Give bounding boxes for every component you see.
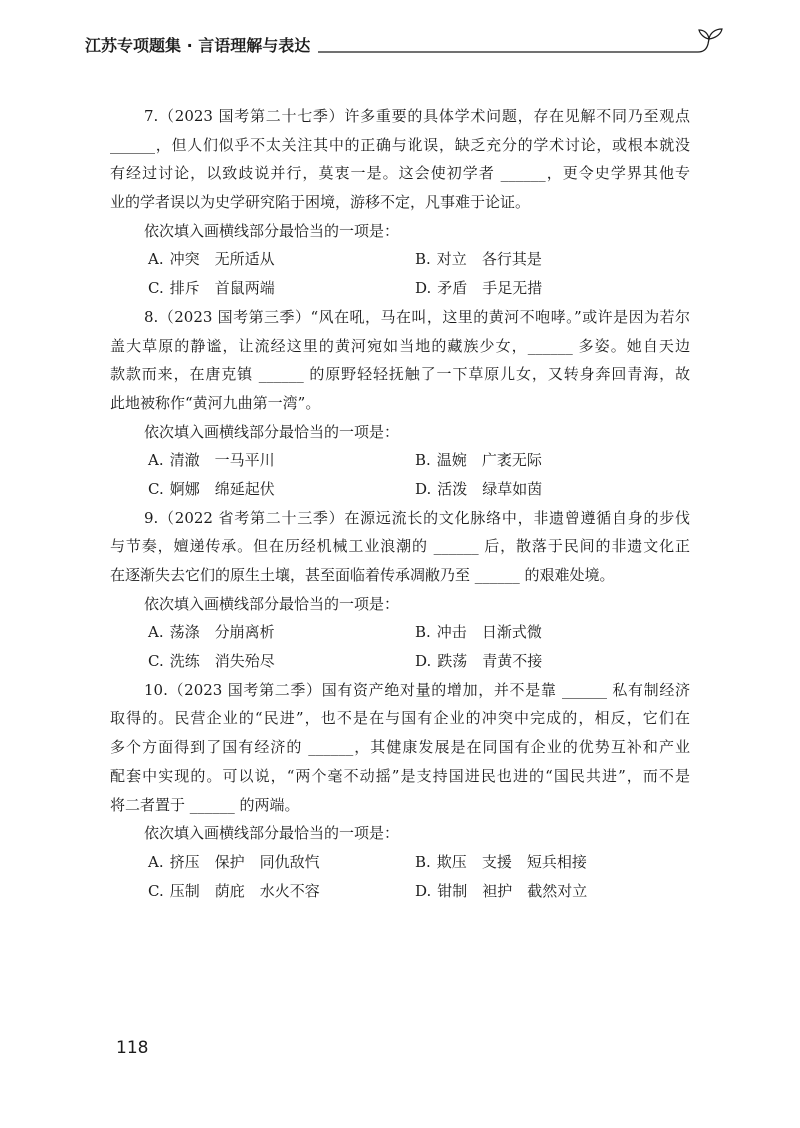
question-text-line: 有经过讨论，以致歧说并行，莫衷一是。这会使初学者 ______，更令史学界其他专 <box>110 164 690 183</box>
question-text-line: 此地被称作“黄河九曲第一湾”。 <box>110 393 321 412</box>
question-8 <box>110 303 690 504</box>
option-term: 冲击 <box>436 623 467 642</box>
options-row <box>110 877 690 906</box>
option-term: 对立 <box>436 250 467 269</box>
options-row <box>110 274 690 303</box>
option-term: 手足无措 <box>482 279 543 298</box>
question-text-line: 将二者置于 ______ 的两端。 <box>110 795 300 814</box>
option-term: 清澈 <box>169 451 200 470</box>
option-term: 绿草如茵 <box>482 479 543 498</box>
options-row <box>110 475 690 504</box>
option-b <box>415 446 542 475</box>
option-term: 荡涤 <box>169 623 200 642</box>
option-d <box>415 475 542 504</box>
option-b <box>415 618 542 647</box>
option-c <box>148 647 275 676</box>
question-text-line: 在逐渐失去它们的原生土壤，甚至面临着传承凋敝乃至 ______ 的艰难处境。 <box>110 566 615 584</box>
options-row <box>110 848 690 877</box>
option-term: 婀娜 <box>169 479 200 498</box>
option-term: 洗练 <box>169 652 200 671</box>
option-label: B. <box>415 623 431 642</box>
question-text-line: 8.（2023 国考第三季）“风在吼，马在叫，这里的黄河不咆哮。”或许是因为若尔 <box>144 307 690 326</box>
option-label: C. <box>148 479 164 498</box>
option-d <box>415 877 587 906</box>
option-label: A. <box>148 451 164 470</box>
option-label: D. <box>415 881 432 900</box>
option-c <box>148 877 320 906</box>
page-body <box>110 102 690 905</box>
option-term: 绵延起伏 <box>214 479 275 498</box>
option-label: A. <box>148 852 164 871</box>
option-label: B. <box>415 852 431 871</box>
option-a <box>148 618 275 647</box>
question-text-line: 盖大草原的静谧，让流经这里的黄河宛如当地的藏族少女，______ 多姿。她自天边 <box>110 336 690 355</box>
option-d <box>415 647 542 676</box>
header-rule <box>318 28 728 58</box>
option-b <box>415 848 587 877</box>
header-rule-line <box>318 39 709 52</box>
option-term: 消失殆尽 <box>214 652 275 671</box>
sprout-icon <box>699 29 722 39</box>
option-label: A. <box>148 250 164 269</box>
question-10 <box>110 676 690 906</box>
options-row <box>110 446 690 475</box>
sprout-right-leaf <box>709 29 722 39</box>
option-term: 活泼 <box>437 479 468 498</box>
option-term: 青黄不接 <box>482 652 543 671</box>
question-9 <box>110 504 690 676</box>
question-prompt: 依次填入画横线部分最恰当的一项是： <box>144 221 400 240</box>
option-term: 钳制 <box>437 881 468 900</box>
question-text-line: 业的学者误以为史学研究陷于困境，游移不定，凡事难于论证。 <box>110 193 531 212</box>
option-term: 分崩离析 <box>214 623 275 642</box>
option-term: 挤压 <box>169 852 200 871</box>
question-text-line: 款款而来，在唐克镇 ______ 的原野轻轻抚触了一下草原儿女，又转身奔回青海，故 <box>110 365 690 384</box>
sprout-left-leaf <box>699 30 709 39</box>
option-c <box>148 274 275 303</box>
option-label: B. <box>415 250 431 269</box>
options-row <box>110 245 690 274</box>
question-text-line: 多个方面得到了国有经济的 ______，其健康发展是在同国有企业的优势互补和产业 <box>110 738 690 757</box>
question-text-line: 取得的。民营企业的“民进”，也不是在与国有企业的冲突中完成的，相反，它们在 <box>110 709 690 728</box>
question-prompt: 依次填入画横线部分最恰当的一项是： <box>144 824 400 843</box>
question-text-line: 10.（2023 国考第二季）国有资产绝对量的增加，并不是靠 ______ 私有制经济 <box>144 680 690 699</box>
question-text-line: 9.（2022 省考第二十三季）在源远流长的文化脉络中，非遗曾遵循自身的步伐 <box>144 508 690 527</box>
option-term: 同仇敌忾 <box>259 852 320 871</box>
page-number: 118 <box>116 1038 149 1058</box>
option-label: D. <box>415 279 432 298</box>
option-term: 广袤无际 <box>481 451 542 470</box>
option-term: 各行其是 <box>481 250 542 269</box>
option-a <box>148 245 275 274</box>
option-d <box>415 274 542 303</box>
option-label: D. <box>415 652 432 671</box>
option-label: B. <box>415 451 431 470</box>
question-prompt: 依次填入画横线部分最恰当的一项是： <box>144 422 400 441</box>
option-c <box>148 475 275 504</box>
option-term: 跌荡 <box>437 652 468 671</box>
option-term: 冲突 <box>169 250 200 269</box>
option-term: 水火不容 <box>259 881 320 900</box>
question-text-line: 配套中实现的。可以说，“两个毫不动摇”是支持国进民也进的“国民共进”，而不是 <box>110 766 690 785</box>
option-label: D. <box>415 479 432 498</box>
question-7 <box>110 102 690 303</box>
option-label: C. <box>148 652 164 671</box>
option-term: 矛盾 <box>437 279 468 298</box>
option-term: 荫庇 <box>214 881 245 900</box>
option-term: 短兵相接 <box>526 852 587 871</box>
option-term: 袒护 <box>482 881 513 900</box>
option-b <box>415 245 542 274</box>
options-row <box>110 618 690 647</box>
option-term: 欺压 <box>436 852 467 871</box>
option-term: 保护 <box>214 852 245 871</box>
options-row <box>110 647 690 676</box>
option-term: 温婉 <box>436 451 467 470</box>
option-term: 排斥 <box>169 279 200 298</box>
question-text-line: 与节奏，嬗递传承。但在历经机械工业浪潮的 ______ 后，散落于民间的非遗文化正 <box>110 537 690 556</box>
option-label: C. <box>148 279 164 298</box>
option-a <box>148 446 275 475</box>
option-a <box>148 848 320 877</box>
option-term: 压制 <box>169 881 200 900</box>
option-term: 一马平川 <box>214 451 275 470</box>
option-term: 首鼠两端 <box>214 279 275 298</box>
option-term: 截然对立 <box>527 881 588 900</box>
option-term: 支援 <box>481 852 512 871</box>
option-label: A. <box>148 623 164 642</box>
question-prompt: 依次填入画横线部分最恰当的一项是： <box>144 594 400 613</box>
option-term: 无所适从 <box>214 250 275 269</box>
running-header-title: 江苏专项题集 · 言语理解与表达 <box>85 36 311 55</box>
question-text-line: ______，但人们似乎不太关注其中的正确与讹误，缺乏充分的学术讨论，或根本就没 <box>110 135 690 154</box>
option-label: C. <box>148 881 164 900</box>
question-text-line: 7.（2023 国考第二十七季）许多重要的具体学术问题，存在见解不同乃至观点 <box>144 107 690 125</box>
option-term: 日渐式微 <box>481 623 542 642</box>
